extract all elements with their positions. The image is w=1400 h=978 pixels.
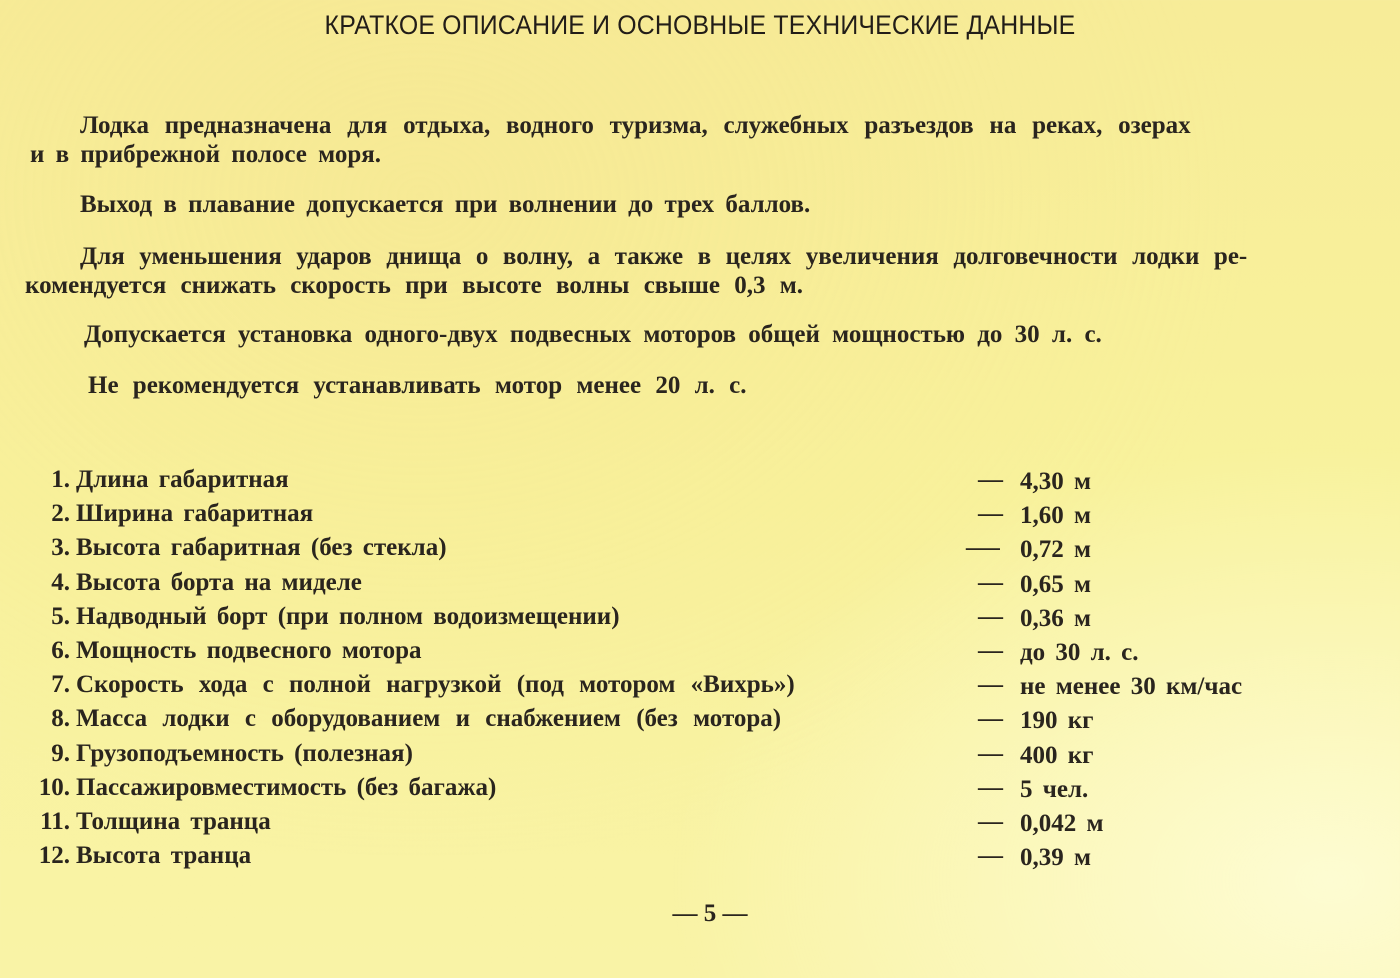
spec-label: Высота борта на миделе	[76, 568, 362, 596]
paragraph-line: Для уменьшения ударов днища о волну, а также в целях увеличения долговечности лодки ре-	[80, 243, 1248, 270]
spec-number: 5.	[51, 602, 70, 630]
spec-row	[38, 566, 1368, 600]
spec-number: 1.	[51, 466, 70, 493]
spec-number: 9.	[51, 739, 70, 767]
spec-value: 400 кг	[1020, 741, 1094, 769]
spec-number: 6.	[51, 636, 70, 664]
page-title: КРАТКОЕ ОПИСАНИЕ И ОСНОВНЫЕ ТЕХНИЧЕСКИЕ ДАННЫЕ	[324, 10, 1076, 40]
spec-label: Толщина транца	[76, 807, 271, 835]
spec-value: 190 кг	[1020, 707, 1094, 735]
spec-label: Высота габаритная (без стекла)	[76, 534, 447, 562]
spec-label: Мощность подвесного мотора	[76, 636, 422, 664]
spec-value: 4,30 м	[1020, 468, 1092, 495]
spec-dash: —	[978, 636, 1003, 664]
spec-label: Высота транца	[76, 842, 252, 870]
paragraph-line: и в прибрежной полосе моря.	[30, 141, 382, 168]
specifications-list	[38, 463, 1368, 873]
paragraph-sea-state	[80, 190, 810, 219]
paragraph-motor-minimum	[88, 371, 746, 400]
spec-dash: —	[978, 466, 1003, 493]
spec-dash: —	[978, 671, 1003, 699]
spec-dash: —	[978, 500, 1003, 528]
spec-label: Ширина габаритная	[76, 500, 314, 528]
spec-row	[38, 702, 1368, 736]
spec-number: 8.	[51, 705, 70, 733]
paragraph-line: Допускается установка одного-двух подвесных моторов общей мощностью до 30 л. с.	[84, 321, 1102, 348]
spec-number: 11.	[40, 807, 70, 835]
spec-value: 0,042 м	[1020, 809, 1104, 837]
spec-row	[38, 805, 1368, 839]
spec-dash: —	[978, 773, 1003, 801]
spec-value: 0,39 м	[1020, 844, 1092, 872]
spec-row	[38, 839, 1368, 873]
spec-row	[38, 600, 1368, 634]
paragraph-line: комендуется снижать скорость при высоте волны свыше 0,3 м.	[25, 272, 804, 299]
spec-value: 5 чел.	[1020, 775, 1089, 803]
paragraph-speed-advice	[25, 242, 1247, 300]
spec-row	[38, 668, 1368, 702]
spec-row	[38, 634, 1368, 668]
spec-number: 4.	[51, 568, 70, 596]
spec-label: Надводный борт (при полном водоизмещении)	[76, 602, 620, 630]
paragraph-line: Не рекомендуется устанавливать мотор менее 20 л. с.	[88, 372, 747, 399]
spec-label: Масса лодки с оборудованием и снабжением (без мотора)	[76, 705, 782, 733]
spec-row	[38, 497, 1368, 531]
spec-row	[38, 531, 1368, 565]
spec-dash: —	[978, 842, 1003, 870]
spec-number: 10.	[38, 773, 70, 801]
page-number: — 5 —	[672, 900, 748, 927]
spec-number: 2.	[51, 500, 70, 528]
spec-dash: —	[978, 807, 1003, 835]
spec-row	[38, 771, 1368, 805]
spec-label: Пассажировместимость (без багажа)	[76, 773, 497, 801]
spec-value: 0,72 м	[1020, 536, 1092, 564]
spec-row	[38, 463, 1368, 497]
spec-dash: —	[978, 705, 1003, 733]
spec-value: 0,36 м	[1020, 604, 1092, 632]
spec-dash: —	[978, 602, 1003, 630]
spec-number: 7.	[51, 671, 70, 699]
paragraph-line: Лодка предназначена для отдыха, водного туризма, служебных разъездов на реках, озерах	[80, 112, 1191, 139]
spec-number: 3.	[51, 534, 70, 562]
paragraph-purpose	[30, 111, 1375, 169]
spec-number: 12.	[38, 842, 70, 870]
spec-value: 1,60 м	[1020, 502, 1092, 530]
spec-dash: —	[966, 534, 1000, 562]
spec-row	[38, 737, 1368, 771]
spec-label: Грузоподъемность (полезная)	[76, 739, 413, 767]
paragraph-motor-power	[84, 320, 1102, 349]
paragraph-line: Выход в плавание допускается при волнении до трех баллов.	[80, 191, 811, 218]
spec-label: Скорость хода с полной нагрузкой (под мотором «Вихрь»)	[76, 671, 795, 699]
spec-dash: —	[978, 739, 1003, 767]
spec-value: 0,65 м	[1020, 570, 1092, 598]
spec-value: не менее 30 км/час	[1020, 673, 1243, 701]
spec-value: до 30 л. с.	[1020, 638, 1139, 666]
spec-label: Длина габаритная	[76, 466, 289, 493]
spec-dash: —	[978, 568, 1003, 596]
